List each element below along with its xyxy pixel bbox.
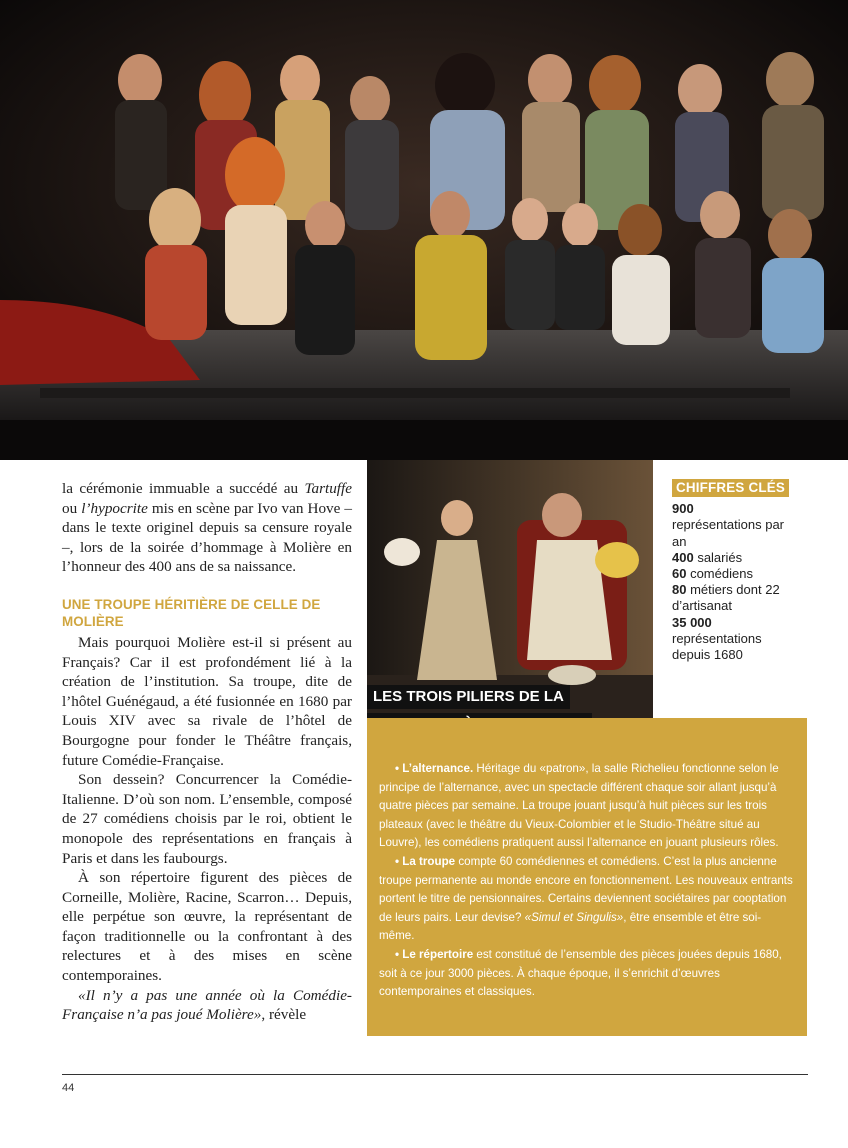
play-title: l’hypocrite [81,499,148,517]
stage-scene-illustration [367,460,653,718]
quote: «Il n’y a pas une année où la Comédie-Française n’a pas joué Molière» [62,986,352,1024]
figure-label: comédiens [686,566,753,582]
pillar-lead: • L’alternance. [395,762,474,775]
article-column [62,479,352,1025]
article-subheading: UNE TROUPE HÉRITIÈRE DE CELLE DE MOLIÈRE [62,596,321,630]
key-figure-employees [672,550,802,566]
article-paragraph-5 [62,986,352,1025]
key-figures-title: CHIFFRES CLÉS [672,479,789,497]
pillar-repertoire [379,946,793,1002]
pillar-alternance [379,760,793,853]
pillar-troupe [379,853,793,946]
hero-photo [0,0,848,460]
pillar-lead: • La troupe [395,854,456,868]
figure-label: salariés [693,549,743,565]
article-paragraph-2: Mais pourquoi Molière est-il si présent au Français? Car il est profondément lié à la création de l’institution. Sa troupe, dite de l’hôtel Guénégaud, a été fusionnée en 1680 par Louis XIV avec sa rivale de l’hôtel de Bourgogne pour fonder le Théâtre français, future Comédie-Française. [62,633,352,769]
pillar-text: Héritage du «patron», la salle Richelieu fonctionne selon le principe de l’alternance, avec un spectacle différent chaque soir allant jusqu’à quatre pièces par semaine. La troupe jouant jusqu’à huit pièces sur les trois plateaux (avec le théâtre du Vieux-Colombier et le Studio-Théâtre situé au Louvre), les comédiens pratiquent aussi l’alternance en jouant plusieurs rôles. [379,762,779,850]
figure-label: métiers dont 22 d’artisanat [672,582,780,614]
text-run: ou [62,499,82,517]
text-run: la cérémonie immuable a succédé au [62,480,305,497]
figure-number: 400 [672,549,694,565]
text-run: mis en scène par Ivo van Hove – dans le texte originel depuis sa censure royale –, lors de la soirée d’hommage à Molière en l’honneur des 400 ans de sa naissance. [62,499,353,576]
figure-number: 60 [672,566,687,582]
pillars-box [367,718,807,1036]
figure-number: 900 [672,501,694,517]
motto: «Simul et Singulis» [524,910,624,924]
key-figure-performances [672,501,802,550]
key-figure-total-performances [672,615,802,664]
pillar-text: compte 60 comédiennes et comédiens. C’est la plus ancienne troupe permanente au monde encore en fonctionnement. Les nouveaux entrants portent le titre de pensionnaires. Certains deviennent sociétaires par cooptation de leurs pairs. Leur devise? [379,854,793,924]
article-paragraph-4: À son répertoire figurent des pièces de Corneille, Molière, Racine, Scarron… Depuis, elle perpétue son œuvre, la représentant de façon traditionnelle ou la confrontant à des relectures et à des mises en scène contemporaines. [62,869,352,985]
figure-label: représentations par an [672,517,785,549]
pillar-text: , être ensemble et être soi-même. [379,910,762,943]
pillars-title-line-1: LES TROIS PILIERS DE LA [367,685,570,709]
text-run: , révèle [261,1006,307,1024]
page-number: 44 [62,1082,75,1094]
article-paragraph-3: Son dessein? Concurrencer la Comédie-Italienne. D’où son nom. L’ensemble, composé de 27 comédiens choisis par le roi, obtient le monopole des représentations en français à Paris et dans les faubourgs. [62,771,352,867]
key-figure-actors [672,566,802,582]
key-figure-trades [672,582,802,614]
footer-rule [62,1074,808,1075]
inset-photo [367,460,653,718]
play-title: Tartuffe [304,480,352,497]
troupe-group-photo-illustration [0,0,848,460]
key-figures-sidebar [672,479,802,663]
figure-number: 35 000 [672,614,712,630]
pillar-lead: • Le répertoire [395,947,474,961]
figure-number: 80 [672,582,687,598]
pillar-text: est constitué de l’ensemble des pièces jouées depuis 1680, soit à ce jour 3000 pièces. À chaque époque, il s’enrichit d’œuvres contemporaines et classiques. [379,947,782,999]
figure-label: représentations depuis 1680 [672,630,762,663]
article-paragraph-1 [62,479,352,577]
